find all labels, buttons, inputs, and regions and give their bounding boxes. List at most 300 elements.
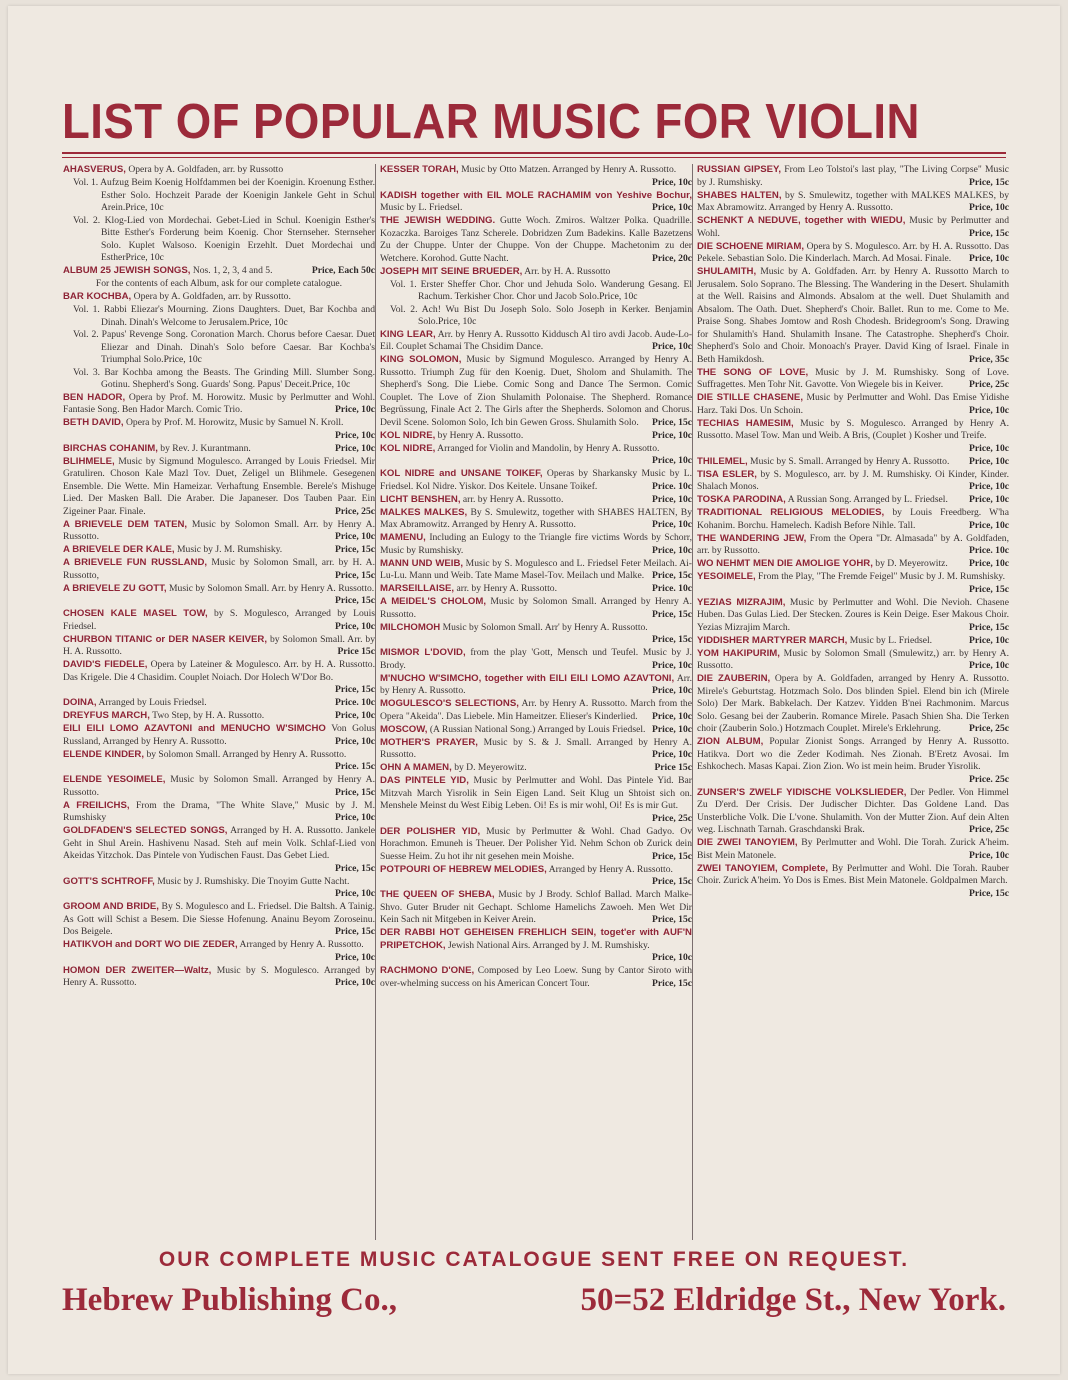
entry-description: Music by Solomon Small. Arr. by Henry A. Russotto. <box>63 518 375 542</box>
music-entry <box>697 837 1009 862</box>
entry-title: RACHMONO D'ONE, <box>380 965 475 976</box>
entry-title: DER POLISHER YID, <box>380 825 481 837</box>
entry-description: Arranged for Violin and Mandolin, by Henry A. Russotto. <box>437 442 660 454</box>
music-entry <box>63 443 375 456</box>
entry-title: THE WANDERING JEW, <box>697 532 807 544</box>
music-entry <box>380 430 692 443</box>
entry-price: Price, 15c <box>652 876 692 887</box>
music-entry <box>63 723 375 748</box>
entry-price: Price, 25c <box>652 812 692 824</box>
entry-description: by Rev. J. Kurantmann. <box>160 442 251 454</box>
entry-price: Price, 10c <box>969 404 1009 416</box>
entry-price: Price. 25c <box>969 773 1009 785</box>
entry-price: Price 15c <box>654 762 692 773</box>
entry-title: ZUNSER'S ZWELF YIDISCHE VOLKSLIEDER, <box>697 786 907 798</box>
entry-description: By S. Mogulesco and L. Friedsel. Die Baltsh. A Tainig. As Gott will Schist a Besem. Die Siesse Hofenung. Anainu Beyom Zoroseinu. Dos Beigele. <box>63 901 375 937</box>
entry-price: Price, 10c <box>969 494 1009 505</box>
entry-description: Nos. 1, 2, 3, 4 and 5. <box>192 264 273 276</box>
entry-price: Price, 10c <box>652 659 692 671</box>
entry-title: BLIHMELE, <box>63 455 115 467</box>
entry-description: by S. Mogulesco, Arranged by Louis Friedsel. <box>63 608 375 632</box>
entry-description: Music by Otto Matzen. Arranged by Henry A. Russotto. <box>461 164 677 175</box>
entry-description: arr. by Henry A. Russotto. <box>456 583 557 594</box>
column-3 <box>697 164 1009 1240</box>
music-entry <box>697 736 1009 786</box>
entry-title: MAMENU, <box>380 532 426 543</box>
entry-title: AHASVERUS, <box>63 164 126 175</box>
entry-title: SHULAMITH, <box>697 266 757 277</box>
entry-price: Price, 35c <box>969 353 1009 365</box>
entry-title: DREYFUS MARCH, <box>63 710 150 721</box>
entry-price: Price. 10c <box>335 697 375 708</box>
music-entry <box>380 775 692 825</box>
entry-description: Opera by Prof. M. Horowitz, Music by Samuel N. Kroll. <box>126 417 344 428</box>
entry-title: CHOSEN KALE MASEL TOW, <box>63 608 208 619</box>
music-entry <box>380 354 692 429</box>
entry-description: Arr. by Henry A. Russotto. <box>380 672 692 696</box>
entry-title: KOL NIDRE, <box>380 442 436 454</box>
music-entry <box>380 164 692 189</box>
music-entry <box>63 901 375 939</box>
entry-description: Gutte Woch. Zmiros. Waltzer Polka. Quadrille. Kozaczka. Baroiges Tanz Scherele. Dobridzen Zum Badekins. Kalle Bazetzens Zu der Chuppe. Unter der Chuppe. Von der Chuppe. Machetonim zu der Wetchere. Korohod. Gutte Nacht. <box>380 215 692 264</box>
entry-price: Price, 10c <box>335 977 375 988</box>
music-entry <box>63 659 375 697</box>
entry-price: Price, 10c <box>335 531 375 542</box>
entry-title: SHABES HALTEN, <box>697 189 782 201</box>
title-rule-thin <box>62 157 1006 158</box>
entry-price: Price, 15c <box>652 977 692 989</box>
music-entry <box>697 533 1009 558</box>
music-entry <box>380 724 692 737</box>
entry-price: Price, 10c <box>311 379 351 390</box>
entry-description: Arranged by Henry A. Russotto. <box>548 863 673 875</box>
entry-price: Price, 20c <box>652 252 692 264</box>
entry-description: Arr. by Henry A. Russotto Kiddusch Al tiro avdi Jacob. Aude-Lo-Eil. Couplet Schamai The Chsidim Dance. <box>380 328 692 352</box>
volume-entry <box>73 367 375 392</box>
music-entry <box>380 737 692 762</box>
music-entry <box>697 456 1009 469</box>
entry-price: Price, 10c <box>335 620 375 632</box>
entry-title: THE QUEEN OF SHEBA, <box>380 889 495 900</box>
column-divider <box>692 164 693 1240</box>
entry-title: TISA ESLER, <box>697 468 757 480</box>
entry-title: OHN A MAMEN, <box>380 762 452 773</box>
entry-title: POTPOURI OF HEBREW MELODIES, <box>380 863 547 875</box>
entry-price: Price, 15c <box>652 850 692 862</box>
entry-title: KOL NIDRE, <box>380 429 436 441</box>
entry-price: Price, 10c <box>969 849 1009 861</box>
music-entry <box>380 622 692 647</box>
music-entry <box>380 266 692 279</box>
entry-description: from the play 'Gott, Mensch und Teufel. Music by J. Brody. <box>380 647 692 671</box>
entry-price: Price, 10c <box>652 544 692 556</box>
entry-price: Price, 10c <box>249 316 288 328</box>
entry-title: THILEMEL, <box>697 455 748 467</box>
music-entry <box>63 939 375 964</box>
entry-description: by D. Meyerowitz. <box>875 558 948 569</box>
entry-description: Music by J. Rumshisky. Die Tnoyim Gutte Nacht. <box>157 875 350 887</box>
entry-description: Arranged by Louis Friedsel. <box>98 697 207 708</box>
entry-price: Price, 10c <box>125 252 164 263</box>
entry-description: Music by Perlmutter and Wohl. Das Pintele Yid. Bar Mitzvah March Yisrolik in Sein Eigen Land. Seit Klug un Shtoist sich on. Menshele Meinst du West Eibig Leben. Oi! Es is mir wohl, Oi! Es is mir Gut. <box>380 775 692 811</box>
music-entry <box>697 494 1009 507</box>
entry-title: WO NEHMT MEN DIE AMOLIGE YOHR, <box>697 558 873 569</box>
entry-price: Price, 10c <box>969 660 1009 671</box>
entry-title: KOL NIDRE and UNSANE TOIKEF, <box>380 468 543 479</box>
music-entry <box>380 190 692 215</box>
entry-description: Music by S. & J. Small. Arranged by Henry A. Russotto. <box>380 736 692 760</box>
entry-title: KADISH together with EIL MOLE RACHAMIM von Yeshive Bochur, <box>380 189 692 201</box>
entry-price: Price 15c <box>337 646 375 657</box>
music-entry <box>697 635 1009 648</box>
music-entry <box>63 825 375 875</box>
entry-description: From Leo Tolstoi's last play, "The Living Corpse" Music by J. Rumshisky. <box>697 164 1009 188</box>
entry-price: Price, 15c <box>335 569 375 581</box>
entry-title: BETH DAVID, <box>63 417 124 428</box>
entry-price: Price, 10c <box>652 519 692 530</box>
music-entry <box>63 800 375 825</box>
entry-description: Composed by Leo Loew. Sung by Cantor Siroto with over-whelming success on his American Concert Tour. <box>380 965 692 989</box>
entry-title: DIE ZAUBERIN, <box>697 673 771 684</box>
entry-description: Music by Perlmutter & Wohl. Chad Gadyo. Ov Horachmon. Emuneh is Theuer. Der Polisher Yid. Nehm Schon ob Zurick dein Suesse Heim. Zu hot ihr nit gesehen mein Moishe. <box>380 825 692 862</box>
entry-price: Price, Each 50c <box>311 264 375 276</box>
entry-price: Price, 15c <box>969 583 1009 595</box>
catalogue-note: For the contents of each Album, ask for our complete catalogue. <box>95 277 343 289</box>
entry-description: Music by S. Small. Arranged by Henry A. Russotto. <box>750 455 950 467</box>
entry-description: Music by Solomon Small. Arranged by Henry A. Russotto. <box>63 774 375 798</box>
entry-description: From the Play, "The Fremde Feigel" Music by J. M. Rumshisky. <box>758 571 1006 582</box>
entry-description: Music by L. Friedsel. <box>849 634 933 646</box>
entry-title: ELENDE KINDER, <box>63 748 145 760</box>
entry-price: Price, 10c <box>163 354 202 365</box>
music-entry <box>697 241 1009 266</box>
entry-price: Price, 15c <box>335 595 375 606</box>
entry-price: Price, 10c <box>652 429 692 441</box>
entry-description: by Solomon Small. Arr. by H. A. Russotto. <box>63 633 375 657</box>
entry-price: Price, 15c <box>335 862 375 874</box>
music-entry <box>380 889 692 927</box>
music-entry <box>380 698 692 723</box>
publisher-address: 50=52 Eldridge St., New York. <box>580 1282 1006 1318</box>
music-entry <box>63 634 375 659</box>
entry-title: BAR KOCHBA, <box>63 291 132 302</box>
entry-description: by S. Smulewitz, together with MALKES MALKES, by Max Abramowitz. Arranged by Henry A. Russotto. <box>697 189 1009 213</box>
entry-title: A BRIEVELE ZU GOTT, <box>63 582 167 594</box>
music-entry <box>63 697 375 710</box>
entry-description: Opera by A. Goldfaden, arranged by Henry A. Russotto. Mirele's Geburtstag. Hotzmach Solo. Dos blinden Spiel. Elend bin ich (Mirele Solo) Der Mark. Babkelach. Der Katzev. Yidden B'nei Rachmonim. Marcus Solo. Gesang bei der Zauberin. Romance Mirele. Pasach Shien Sha. Die Terken choir (Zauberin Solo.) Hotzmach Couplet. Mirele's Erklehrung. <box>697 673 1009 734</box>
entry-description: Music by Solomon Small. Arr. by Henry A. Russotto. <box>169 582 375 594</box>
music-entry <box>697 787 1009 837</box>
entry-title: DOINA, <box>63 697 97 708</box>
entry-title: LICHT BENSHEN, <box>380 493 461 505</box>
music-entry <box>380 647 692 672</box>
entry-price: Price, 15c <box>335 926 375 937</box>
entry-price: Price, 10c <box>335 888 375 899</box>
entry-description: By Perlmutter and Wohl. Die Torah. Zurick A'heim. Bist Mein Matonele. <box>697 837 1009 861</box>
music-entry <box>697 164 1009 189</box>
music-entry <box>380 826 692 864</box>
entry-price: Price, 10c <box>335 710 375 721</box>
entry-title: EILI EILI LOMO AZAVTONI and MENUCHO W'SIMCHO <box>63 723 326 734</box>
music-entry <box>380 443 692 468</box>
entry-title: TRADITIONAL RELIGIOUS MELODIES, <box>697 507 885 518</box>
music-entry <box>380 329 692 354</box>
entry-title: A MEIDEL'S CHOLOM, <box>380 596 487 607</box>
entry-title: BIRCHAS COHANIM, <box>63 442 158 454</box>
entry-price: Price, 10c <box>335 735 375 747</box>
entry-description: Opera by Lateiner & Mogulesco. Arr. by H. A. Russotto. Das Krigele. Die 4 Chasidim. Couplet Noiach. Dor Holech W'Dor Bo. <box>63 659 375 683</box>
entry-price: Price. 15c <box>335 761 375 772</box>
entry-title: DAVID'S FIEDELE, <box>63 659 148 670</box>
music-entry <box>380 468 692 493</box>
entry-price: Price, 25c <box>969 824 1009 835</box>
volume-contents: Vol. 1. Aufzug Beim Koenig Holfdammen bei der Koenigin. Kroenung Esther. Esther Solo. Hochzeit Parade der Koenigin Jankele Geht in Schul Arein. <box>73 177 375 213</box>
entry-price: Price, 10c <box>652 952 692 963</box>
entry-title: THE JEWISH WEDDING. <box>380 215 496 226</box>
entry-description: Operas by Sharkansky Music by L. Friedsel. Kol Nidre. Yiskor. Dos Keitele. Unsane Toikef. <box>380 468 692 492</box>
entry-title: ALBUM 25 JEWISH SONGS, <box>63 264 191 276</box>
music-entry <box>63 608 375 633</box>
volume-entry <box>73 329 375 367</box>
entry-price: Price. 10c <box>969 545 1009 556</box>
music-entry <box>380 864 692 889</box>
volume-entry <box>73 177 375 215</box>
entry-title: ELENDE YESOIMELE, <box>63 774 166 785</box>
music-entry <box>63 392 375 417</box>
entry-title: GOLDFADEN'S SELECTED SONGS, <box>63 825 228 836</box>
music-entry <box>697 367 1009 392</box>
music-entry <box>63 544 375 557</box>
entry-title: M'NUCHO W'SIMCHO, together with EILI EILI LOMO AZAVTONI, <box>380 672 675 684</box>
music-entry <box>697 215 1009 240</box>
music-entry <box>380 965 692 990</box>
publisher-name: Hebrew Publishing Co., <box>62 1282 397 1318</box>
entry-description: Music by Solomon Small, arr. by H. A. Russotto, <box>63 557 375 581</box>
music-entry <box>63 749 375 774</box>
music-entry <box>63 774 375 799</box>
entry-description: Von Golus Russland, Arranged by Henry A. Russotto. <box>63 723 375 747</box>
entry-title: YEZIAS MIZRAJIM, <box>697 596 786 608</box>
entry-price: Price, 10c <box>335 951 375 963</box>
entry-title: MILCHOMOH <box>380 621 441 633</box>
entry-description: A Russian Song. Arranged by L. Friedsel. <box>787 494 948 505</box>
entry-price: Price, 25c <box>969 379 1009 390</box>
entry-description: Music by A. Goldfaden. Arr. by Henry A. Russotto March to Jerusalem. Solo Soprano. The Blessing. The Wandering in the Desert. Shulamith at the Well. Raisins and Almonds. Absalom at the well. Duet Shulamith and Absalom. The Oath. Duet. Shepherd's Choir. Ballet. Run to me. Come to Me. Praise Song. Shabes Jomtow and Rosh Chodesh. Bridegroom's Song. Drawing for Shulamith's Hand. Shulamith Insane. The Catastrophe. Shepherd's Choir. Shepherd's Solo and Choir. Monoach's Prayer. David King of Israel. Finale in Beth Hamikdosh. <box>697 266 1009 365</box>
music-entry <box>697 418 1009 456</box>
entry-title: JOSEPH MIT SEINE BRUEDER, <box>380 265 523 277</box>
music-entry <box>697 648 1009 673</box>
entry-title: KESSER TORAH, <box>380 164 459 175</box>
entry-price: Price, 15c <box>335 544 375 555</box>
entry-price: Price, 10c <box>335 442 375 454</box>
entry-price: Price, 10c <box>969 519 1009 531</box>
volume-entry <box>390 279 692 304</box>
entry-description: Music by Perlmutter and Wohl. Das Emise Yidishe Harz. Taki Dos. Un Schoin. <box>697 392 1009 416</box>
entry-description: Including an Eulogy to the Triangle fire victims Words by Schorr, Music by Rumshisky. <box>380 532 692 556</box>
entry-price: Price, 10c <box>969 442 1009 454</box>
music-entry <box>63 583 375 608</box>
entry-title: KING LEAR, <box>380 328 436 340</box>
entry-price: Price, 15c <box>969 176 1009 188</box>
music-entry <box>697 190 1009 215</box>
entry-title: MOTHER'S PRAYER, <box>380 736 478 748</box>
music-entry <box>63 876 375 901</box>
title-rule <box>62 152 1006 154</box>
entry-title: TECHIAS HAMESIM, <box>697 417 794 429</box>
entry-price: Price, 15c <box>969 621 1009 633</box>
column-1 <box>63 164 375 1240</box>
music-entry <box>697 392 1009 417</box>
entry-title: RUSSIAN GIPSEY, <box>697 164 782 175</box>
music-entry <box>697 863 1009 901</box>
entry-price: Price, 10c <box>335 404 375 415</box>
entry-description: Popular Zionist Songs. Arranged by Henry A. Russotto. Hatikva. Dort wo die Zeder Kodimah. Nes Zionah. B'Eretz Avosai. Im Eshkochech. Masas Kapai. Zion Zion. Wo ist mein heim. Bruder Yisrolik. <box>697 736 1009 772</box>
music-entry <box>380 927 692 965</box>
entry-price: Price, 10c <box>652 341 692 352</box>
entry-price: Price, 10c <box>652 176 692 188</box>
music-entry <box>63 291 375 304</box>
catalogue-notice: OUR COMPLETE MUSIC CATALOGUE SENT FREE ON REQUEST. <box>158 1248 910 1271</box>
entry-title: MOGULESCO'S SELECTIONS, <box>380 698 519 709</box>
entry-title: MALKES MALKES, <box>380 506 468 518</box>
music-entry <box>697 673 1009 736</box>
entry-price: Price, 15c <box>652 608 692 620</box>
entry-title: ZWEI TANOYIEM, Complete, <box>697 862 829 874</box>
entry-title: A BRIEVELE FUN RUSSLAND, <box>63 557 208 568</box>
entry-description: Music by Solomon Small. Arr' by Henry A. Russotto. <box>442 621 648 633</box>
entry-price: Price, 10c <box>969 558 1009 569</box>
entry-title: DAS PINTELE YID, <box>380 775 469 786</box>
entry-title: KING SOLOMON, <box>380 354 462 365</box>
entry-description: Music by J. M. Rumshisky. Song of Love. Suffragettes. Men Tohr Nit. Gavotte. Von Wiegele bis in Keiver. <box>697 366 1009 390</box>
entry-price: Price. 10c <box>652 480 692 492</box>
entry-price: Price, 10c <box>438 316 477 327</box>
music-entry <box>63 557 375 582</box>
volume-contents: Vol. 1. Erster Sheffer Chor. Chor und Jehuda Solo. Wanderung Gesang. El Rachum. Terkisher Chor. Chor und Jacob Solo. <box>390 278 692 302</box>
entry-description: by Solomon Small. Arranged by Henry A. Russotto. <box>146 748 347 760</box>
music-entry <box>380 673 692 698</box>
music-entry <box>697 558 1009 571</box>
entry-description: Music by S. Mogulesco. Arranged by Henry A. Russotto. Masel Tow. Man und Weib. A Bris, (Couplet ) Kosher und Treife. <box>697 417 1009 441</box>
music-entry <box>63 417 375 442</box>
music-entry <box>380 494 692 507</box>
entry-title: DIE ZWEI TANOYIEM, <box>697 837 798 848</box>
entry-description: by S. Mogulesco, arr. by J. M. Rumshisky. Oi Kinder, Kinder. Shalach Monos. <box>697 468 1009 492</box>
entry-title: TOSKA PARODINA, <box>697 494 786 505</box>
music-entry <box>63 265 375 278</box>
entry-description: Jewish National Airs. Arranged by J. M. Rumshisky. <box>447 939 650 951</box>
entry-price: Price, 25c <box>335 505 375 517</box>
entry-title: MOSCOW, <box>380 723 428 735</box>
music-entry <box>380 507 692 532</box>
entry-title: BEN HADOR, <box>63 391 126 403</box>
entry-title: MISMOR L'DOVID, <box>380 647 466 658</box>
music-entry <box>63 710 375 723</box>
entry-title: YIDDISHER MARTYRER MARCH, <box>697 634 848 646</box>
entry-price: Price, 10c <box>652 710 692 722</box>
music-entry <box>63 965 375 990</box>
music-entry <box>380 596 692 621</box>
entry-price: Price, 15c <box>652 634 692 645</box>
entry-description: arr. by Henry A. Russotto. <box>462 493 564 505</box>
music-entry <box>63 519 375 544</box>
entry-description: Arranged by Henry A. Russotto. <box>239 939 364 950</box>
entry-title: CHURBON TITANIC or DER NASER KEIVER, <box>63 633 268 645</box>
entry-description: By Perlmutter and Wohl. Die Torah. Rauber Choir. Zurick A'heim. Yo Dos is Emes. Bist Mein Matonele. Goldpalmen March. <box>697 862 1009 886</box>
music-entry <box>697 469 1009 494</box>
entry-description: Music by S. Mogulesco and L. Friedsel Feter Meilach. Ai-Lu-Lu. Mann und Weib. Tate Mame Masel-Tov. Meilach und Malke. <box>380 557 692 581</box>
entry-price: Price, 10c <box>652 455 692 466</box>
entry-description: Opera by Prof. M. Horowitz. Music by Perlmutter and Wohl. Fantasie Song. Ben Hador March. Comic Trio. <box>63 391 375 415</box>
entry-title: DIE STILLE CHASENE, <box>697 392 803 403</box>
entry-description: by Henry A. Russotto. <box>437 429 524 441</box>
entry-price: Price, 10c <box>599 291 638 302</box>
entry-price: Price, 10c <box>969 202 1009 213</box>
entry-title: A BRIEVELE DEM TATEN, <box>63 518 188 530</box>
entry-description: Music by S. Mogulesco. Arranged by Henry A. Russotto. <box>63 964 375 988</box>
entry-description: by D. Meyerowitz. <box>454 762 527 773</box>
entry-price: Price, 15c <box>335 684 375 695</box>
entry-price: Price, 10c <box>652 493 692 505</box>
entry-description: From the Opera "Dr. Almasada" by A. Goldfaden, arr. by Russotto. <box>697 532 1009 556</box>
entry-title: GOTT'S SCHTROFF, <box>63 875 155 887</box>
music-entry <box>380 215 692 265</box>
entry-price: Price, 15c <box>652 914 692 925</box>
volume-contents: Vol. 2. Klog-Lied von Mordechai. Gebet-Lied in Schul. Koenigin Esther's Bitte Esther's Forderung beim Koenig. Chor Sternseher. Sternseher Solo. Kuplet Walsoso. Koenigin Erzehlt. Duet Mordechai und Esther <box>73 214 375 263</box>
entry-title: YOM HAKIPURIM, <box>697 647 780 659</box>
entry-price: Price, 10c <box>969 634 1009 646</box>
music-entry <box>380 762 692 775</box>
entry-description: Music by J Brody. Schlof Ballad. March Malke-Shvo. Guter Bruder nit Gechapt. Schlome Hamelichs Zawoeh. Men Wet Dir Kein Sach nit Mitgeben in Keiver Arein. <box>380 889 692 925</box>
entry-price: Price, 10c <box>652 723 692 735</box>
page-title: LIST OF POPULAR MUSIC FOR VIOLIN <box>62 95 920 149</box>
volume-entry <box>73 304 375 329</box>
entry-title: SCHENKT A NEDUVE, together with WIEDU, <box>697 215 906 226</box>
entry-price: Price, 15c <box>969 887 1009 899</box>
column-2 <box>380 164 692 1240</box>
entry-description: Opera by A. Goldfaden, arr. by Russotto. <box>133 291 291 302</box>
entry-price: Price, 15c <box>335 786 375 798</box>
music-entry <box>63 456 375 519</box>
entry-description: Music by Perlmutter and Wohl. Die Nevioh. Chasene Huben. Das Gulas Lied. Der Stecken. Zoures is Kein Deige. Eser Makous Choir. Yezias Mizrajim March. <box>697 596 1009 633</box>
entry-title: HATIKVOH and DORT WO DIE ZEDER, <box>63 939 238 950</box>
entry-description: By S. Smulewitz, together with SHABES HALTEN, By Max Abramowitz. Arranged by Henry A. Russotto. <box>380 506 692 530</box>
entry-price: Price, 25c <box>969 723 1009 734</box>
entry-description: Arr. by Henry A. Russotto. March from the Opera "Akeida". Das Liebele. Min Hameitzer. Elieser's Kinderlied. <box>380 698 692 722</box>
volume-entry <box>73 215 375 265</box>
music-entry <box>697 571 1009 596</box>
entry-price: Price, 10c <box>969 253 1009 264</box>
music-entry <box>63 164 375 177</box>
music-entry <box>380 558 692 583</box>
entry-price: Price. 10c <box>652 583 692 594</box>
entry-description: Music by L. Friedsel. <box>380 202 463 213</box>
entry-description: (A Russian National Song.) Arranged by Louis Friedsel. <box>429 723 646 735</box>
entry-title: A BRIEVELE DER KALE, <box>63 544 175 555</box>
entry-title: YESOIMELE, <box>697 571 756 582</box>
entry-title: MARSEILLAISE, <box>380 583 455 594</box>
entry-price: Price, 10c <box>335 812 375 823</box>
entry-price: Price, 10c <box>969 455 1009 467</box>
music-entry <box>380 583 692 596</box>
entry-title: ZION ALBUM, <box>697 736 764 747</box>
music-entry <box>380 532 692 557</box>
music-entry <box>697 266 1009 366</box>
volume-contents: Vol. 3. Bar Kochba among the Beasts. The Grinding Mill. Slumber Song. Gotinu. Shepherd's Song. Guards' Song. Papus' Deceit. <box>73 366 375 390</box>
entry-description: From the Drama, "The White Slave," Music by J. M. Rumshisky <box>63 799 375 823</box>
entry-description: Music by Perlmutter and Wohl. <box>697 215 1009 239</box>
entry-description: Music by Sigmund Mogulesco. Arranged by Henry A. Russotto. Triumph Zug für den Koenig. Duet, Sholom and Shulamith. The Shepherd's Song. Die Liebe. Comic Song and Dance The Sermon. Comic Couplet. The Love of Zion Shulamith Polonaise. The Shepherd. Romance Begrüssung, Finale Act 2. The Girls after the Shepherds. Solomon and Chorus. Devil Scene. Solomon Solo, Ich bin Gewen Gross. Shulamith Solo. <box>380 354 692 428</box>
